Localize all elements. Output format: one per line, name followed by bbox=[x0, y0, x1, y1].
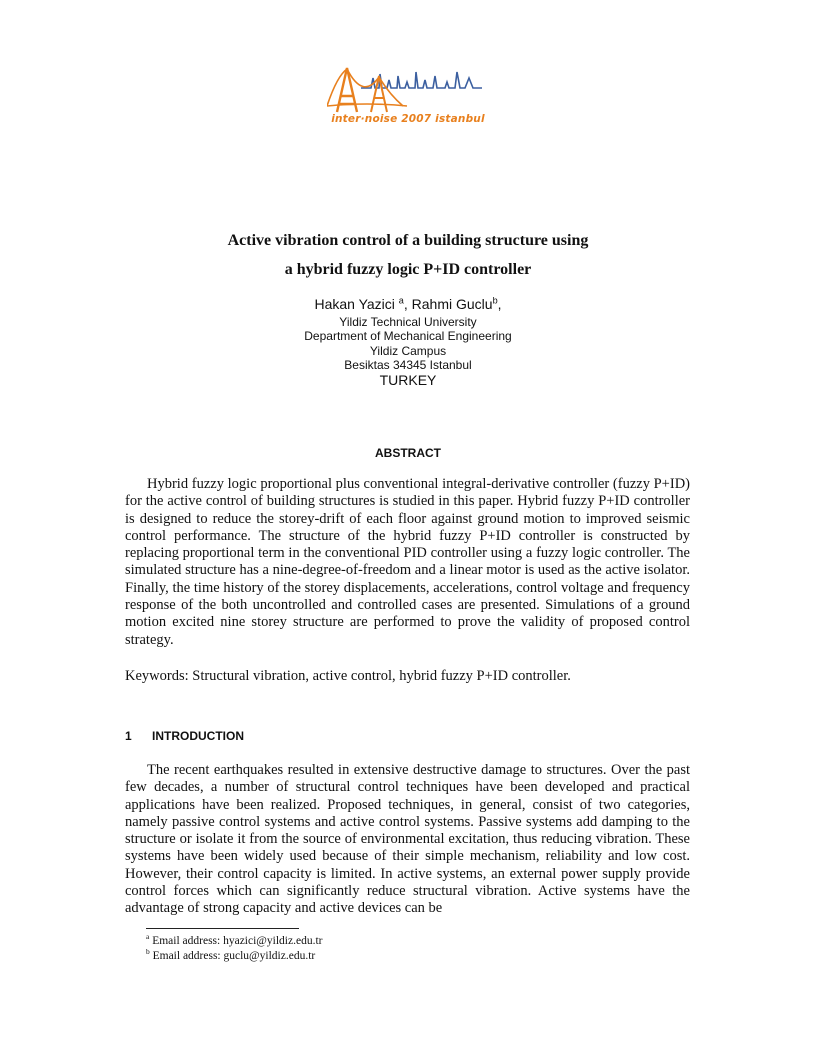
conference-logo bbox=[327, 66, 489, 130]
bridge-deck bbox=[327, 104, 407, 106]
author-2: Rahmi Guclu bbox=[411, 296, 493, 312]
abstract-heading: ABSTRACT bbox=[375, 446, 441, 460]
author-2-mark: b bbox=[492, 295, 498, 306]
footnote-a bbox=[146, 932, 323, 947]
logo-caption: inter·noise 2007 istanbul bbox=[331, 113, 485, 125]
footnote-rule bbox=[146, 928, 299, 929]
keywords: Keywords: Structural vibration, active control, hybrid fuzzy P+ID controller. bbox=[125, 668, 571, 684]
author-separator: , bbox=[403, 296, 412, 312]
bridge-skyline-graphic bbox=[327, 66, 489, 114]
affiliation-country: TURKEY bbox=[379, 372, 437, 388]
footnote-b bbox=[146, 947, 316, 962]
author-1-mark: a bbox=[398, 295, 404, 306]
introduction-text: The recent earthquakes resulted in extensive destructive damage to structures. Over the past few decades, a number of structural control techniques have been developed and practical applications have been realized. Proposed techniques, in general, consist of two categories, namely passive control systems and active control systems. Passive systems add damping to the structure or isolate it from the source of environmental excitation, thus reducing vibration. These systems have been widely used because of their simple mechanism, reliability and low cost. However, their control capacity is limited. In active systems, an external power supply provide control forces which can significantly reduce structural vibration. Active systems have the advantage of strong capacity and active devices can be bbox=[125, 762, 690, 917]
footnote-b-text: Email address: guclu@yildiz.edu.tr bbox=[152, 950, 316, 962]
author-trailing: , bbox=[497, 296, 502, 312]
section-heading: INTRODUCTION bbox=[152, 729, 244, 743]
abstract-text: Hybrid fuzzy logic proportional plus conventional integral-derivative controller (fuzzy P+ID) for the active control of building structures is studied in this paper. Hybrid fuzzy P+ID controller is designed to reduce the storey-drift of each floor against ground motion to improved seismic control performance. The structure of the hybrid fuzzy P+ID controller is constructed by replacing proportional term in the conventional PID controller using a fuzzy logic controller. The simulated structure has a nine-degree-of-freedom and a linear motor is used as the active isolator. Finally, the time history of the storey displacements, accelerations, control voltage and frequency response of the both uncontrolled and controlled cases are presented. Simulations of a ground motion excited nine storey structure are performed to prove the validity of proposed control strategy. bbox=[125, 476, 690, 648]
affiliation-department: Department of Mechanical Engineering bbox=[304, 329, 512, 343]
author-line bbox=[0, 296, 816, 312]
affiliation-city: Besiktas 34345 Istanbul bbox=[344, 358, 472, 372]
paper-title-line-1: Active vibration control of a building structure using bbox=[227, 232, 589, 249]
section-number: 1 bbox=[125, 729, 132, 743]
footnote-a-text: Email address: hyazici@yildiz.edu.tr bbox=[152, 935, 323, 947]
affiliation-university: Yildiz Technical University bbox=[339, 315, 477, 329]
affiliation-campus: Yildiz Campus bbox=[369, 344, 447, 358]
author-1: Hakan Yazici bbox=[314, 296, 395, 312]
footnote-b-mark: b bbox=[146, 947, 150, 957]
footnote-a-mark: a bbox=[146, 932, 150, 942]
paper-title-line-2: a hybrid fuzzy logic P+ID controller bbox=[284, 261, 532, 278]
